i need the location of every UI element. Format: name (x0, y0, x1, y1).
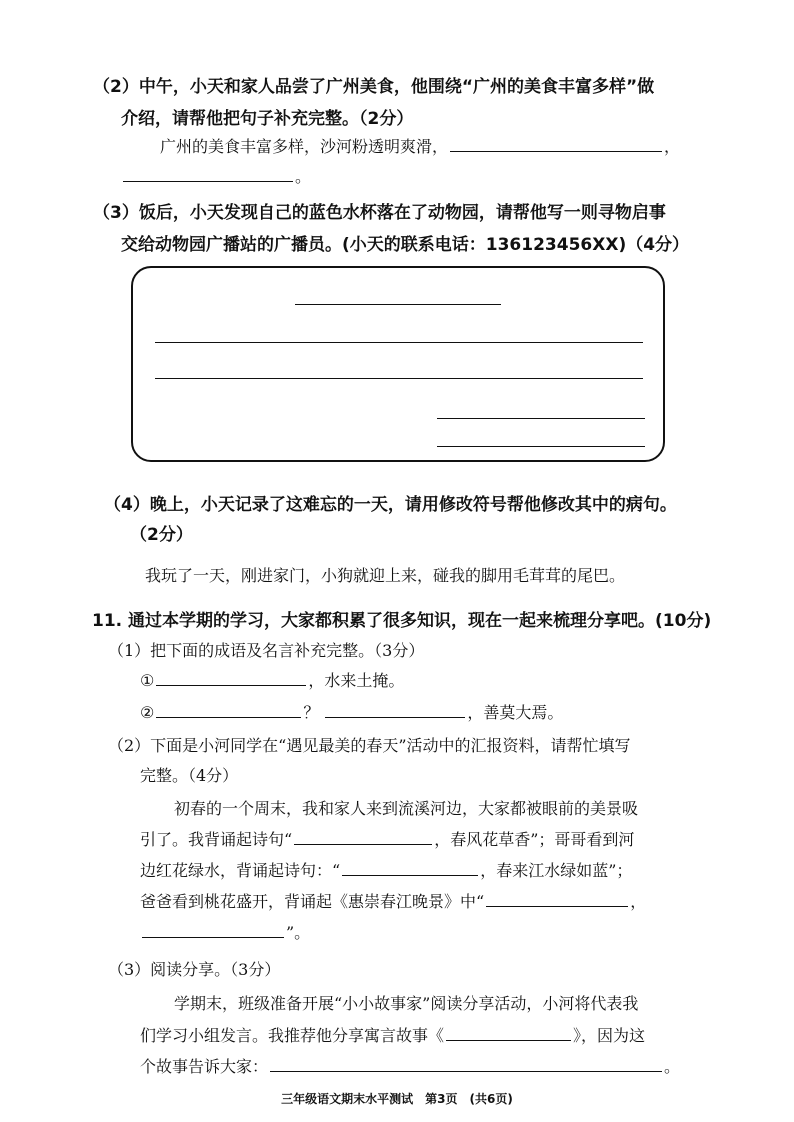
q2-continue-line (121, 164, 311, 187)
q2-blank-1[interactable] (450, 135, 662, 152)
q11-p1-blank-3[interactable] (325, 701, 465, 718)
q4-line2: （2分） (130, 525, 193, 545)
notice-body-line-1[interactable] (155, 342, 643, 343)
q11-p1-item1-num: ① (140, 671, 155, 690)
q3-line1: （3）饭后，小天发现自己的蓝色水杯落在了动物园，请帮他写一则寻物启事 (93, 203, 666, 223)
q4-sentence: 我玩了一天，刚进家门，小狗就迎上来，碰我的脚用毛茸茸的尾巴。 (145, 566, 626, 585)
q11-p2-text-1: 初春的一个周末，我和家人来到流溪河边，大家都被眼前的美景吸 (174, 799, 639, 818)
q11-p2-label2: 完整。（4分） (140, 766, 239, 785)
q2-end: 。 (295, 167, 312, 186)
q11-title: 11. 通过本学期的学习，大家都积累了很多知识，现在一起来梳理分享吧。(10分) (92, 611, 712, 631)
q4-line1: （4）晚上，小天记录了这难忘的一天，请用修改符号帮他修改其中的病句。 (104, 495, 677, 515)
q11-p2-text-2a: 引了。我背诵起诗句“ (140, 830, 293, 849)
q11-p2-text-3 (140, 858, 632, 881)
q11-p2-text-4a: 爸爸看到桃花盛开，背诵起《惠崇春江晚景》中“ (140, 892, 485, 911)
q2-blank-2[interactable] (123, 165, 293, 182)
q2-comma: ， (664, 137, 681, 156)
q11-p2-text-3b: ，春来江水绿如蓝”； (480, 861, 633, 880)
q11-p1-item1 (140, 668, 404, 691)
q11-p3-blank-1[interactable] (446, 1024, 571, 1041)
q11-p1-blank-1[interactable] (156, 669, 306, 686)
q11-p2-text-5 (140, 920, 310, 943)
q11-p3-label: （3）阅读分享。（3分） (108, 960, 281, 979)
q11-p3-text-2b: 》，因为这 (573, 1026, 646, 1045)
q11-p2-text-5-end: ”。 (286, 923, 311, 942)
q2-sentence-a: 广州的美食丰富多样，沙河粉透明爽滑， (160, 137, 449, 156)
q11-p1-item2-num: ② (140, 703, 155, 722)
notice-body-line-2[interactable] (155, 378, 643, 379)
q2-line2: 介绍，请帮他把句子补充完整。（2分） (121, 109, 414, 129)
q11-p3-text-2 (140, 1023, 645, 1046)
q11-p2-text-4b: ， (630, 892, 647, 911)
q11-p1-item2-text: ，善莫大焉。 (467, 703, 564, 722)
q2-line1: （2）中午，小天和家人品尝了广州美食，他围绕“广州的美食丰富多样”做 (93, 77, 655, 97)
page-footer: 三年级语文期末水平测试 第3页 (共6页) (281, 1092, 513, 1106)
q11-p2-text-4 (140, 889, 646, 912)
q11-p2-blank-3[interactable] (486, 890, 628, 907)
q11-p2-label1: （2）下面是小河同学在“遇见最美的春天”活动中的汇报资料，请帮忙填写 (108, 736, 631, 755)
q11-p1-item2-q: ？ (303, 703, 320, 722)
notice-writing-box (131, 266, 665, 462)
q11-p3-text-2a: 们学习小组发言。我推荐他分享寓言故事《 (140, 1026, 445, 1045)
q2-sentence-line (160, 134, 680, 157)
q11-p2-blank-4[interactable] (142, 921, 284, 938)
q11-p1-label: （1）把下面的成语及名言补充完整。（3分） (108, 641, 425, 660)
q11-p2-blank-1[interactable] (294, 828, 432, 845)
q11-p2-text-2 (140, 827, 634, 850)
q11-p3-text-3b: 。 (664, 1057, 681, 1076)
q3-line2: 交给动物园广播站的广播员。(小天的联系电话：136123456XX)（4分） (121, 235, 690, 255)
notice-date-line[interactable] (437, 446, 645, 447)
q11-p2-text-2b: ，春风花草香”；哥哥看到河 (434, 830, 635, 849)
q11-p3-blank-2[interactable] (270, 1055, 662, 1072)
q11-p3-text-1: 学期末，班级准备开展“小小故事家”阅读分享活动，小河将代表我 (174, 994, 639, 1013)
q11-p2-blank-2[interactable] (342, 859, 478, 876)
q11-p3-text-3 (140, 1054, 680, 1077)
q11-p1-item1-text: ，水来土掩。 (308, 671, 405, 690)
q11-p2-text-3a: 边红花绿水，背诵起诗句：“ (140, 861, 341, 880)
q11-p3-text-3a: 个故事告诉大家： (140, 1057, 269, 1076)
notice-title-line[interactable] (295, 304, 501, 305)
notice-signature-line[interactable] (437, 418, 645, 419)
q11-p1-blank-2[interactable] (156, 701, 301, 718)
q11-p1-item2 (140, 700, 563, 723)
